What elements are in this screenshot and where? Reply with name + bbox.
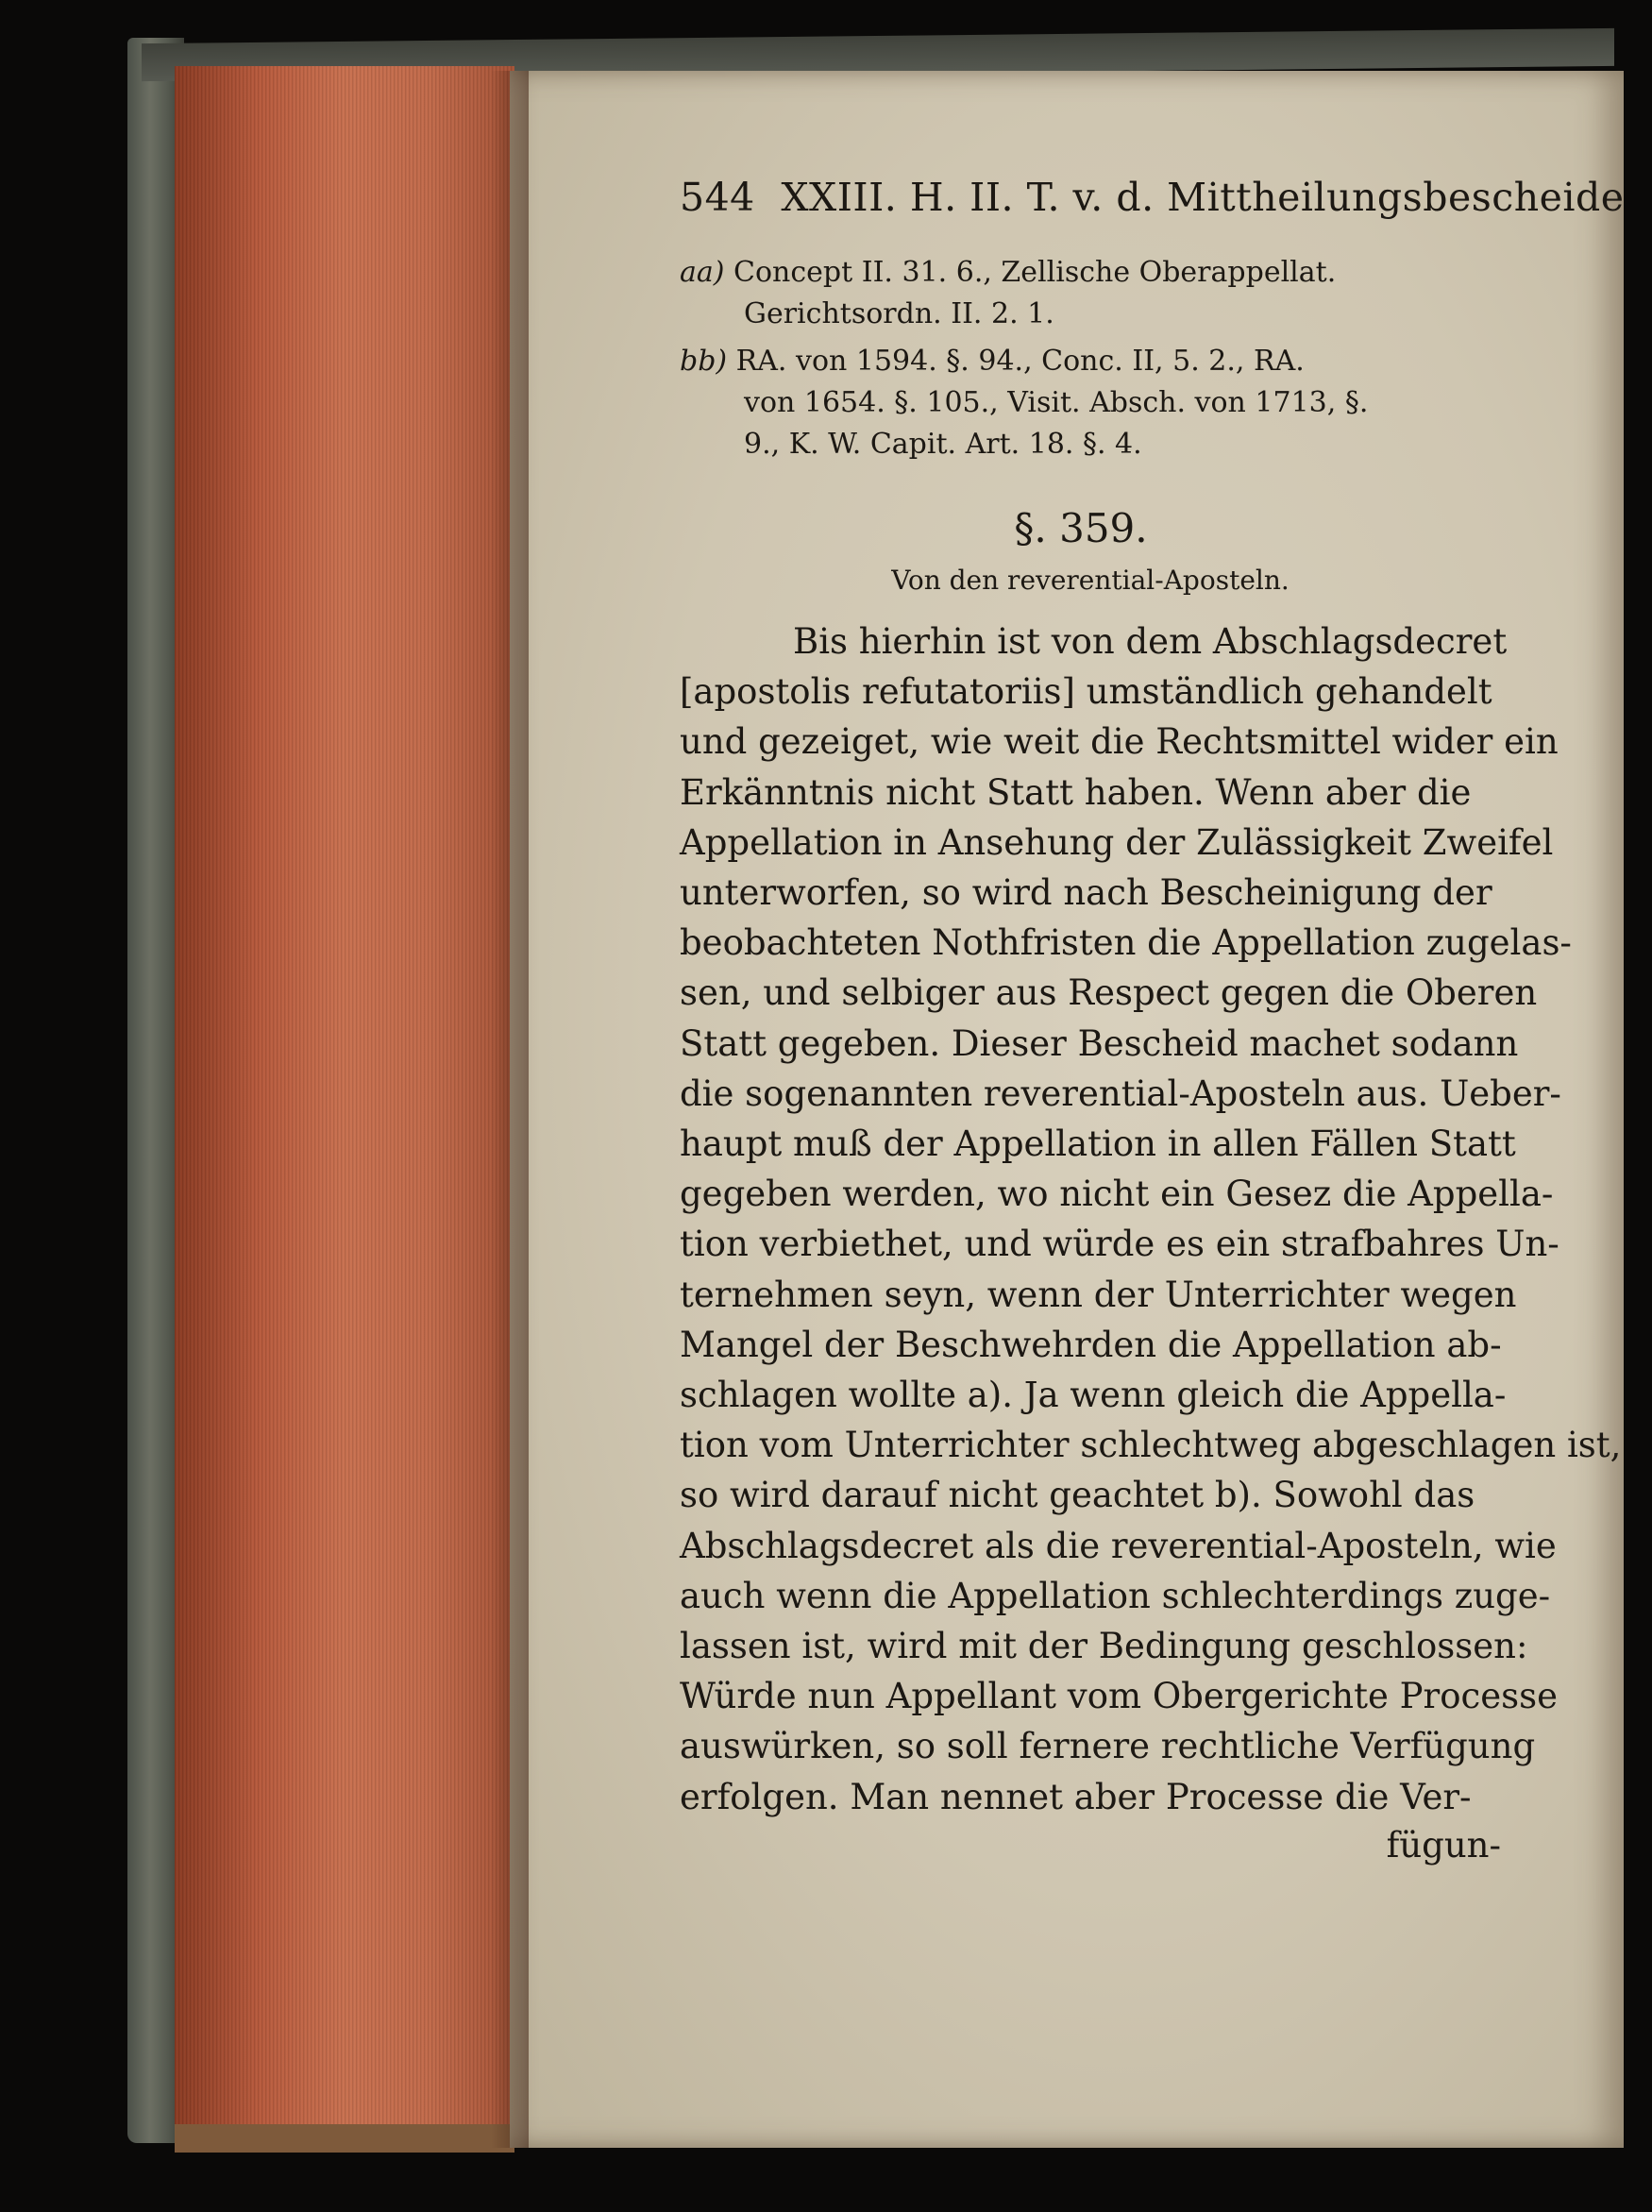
body-line: tion verbiethet, und würde es ein strafbahres Un- (680, 1224, 1559, 1265)
body-line: beobachteten Nothfristen die Appellation zugelas- (680, 922, 1572, 964)
body-line: Mangel der Beschwehrden die Appellation ab- (680, 1324, 1502, 1365)
body-line: erfolgen. Man nennet aber Processe die Ver- (680, 1776, 1472, 1817)
footnote-line: Concept II. 31. 6., Zellische Oberappellat. (733, 256, 1337, 289)
page-text-block (680, 175, 1625, 1869)
body-line: [apostolis refutatoriis] umständlich gehandelt (680, 671, 1492, 713)
body-line: tion vom Unterrichter schlechtweg abgeschlagen ist, (680, 1425, 1622, 1466)
body-line: Würde nun Appellant vom Obergerichte Processe (680, 1676, 1558, 1717)
page-fore-edge (175, 66, 514, 2153)
body-line: Erkänntnis nicht Statt haben. Wenn aber die (680, 771, 1472, 813)
body-line: schlagen wollte a). Ja wenn gleich die Appella- (680, 1375, 1507, 1416)
page-number: 544 (680, 175, 755, 220)
footnote-line: RA. von 1594. §. 94., Conc. II, 5. 2., RA. (735, 345, 1305, 378)
body-line: ternehmen seyn, wenn der Unterrichter wegen (680, 1274, 1517, 1315)
body-line: Bis hierhin ist von dem Abschlagsdecret (793, 621, 1508, 662)
body-line: auswürken, so soll fernere rechtliche Verfügung (680, 1726, 1536, 1767)
body-line: haupt muß der Appellation in allen Fällen Statt (680, 1123, 1516, 1165)
body-line: unterworfen, so wird nach Bescheinigung der (680, 872, 1492, 914)
body-line: sen, und selbiger aus Respect gegen die Oberen (680, 972, 1538, 1014)
body-line: Abschlagsdecret als die reverential-Aposteln, wie (680, 1525, 1557, 1566)
footnote-line: 9., K. W. Capit. Art. 18. §. 4. (744, 428, 1142, 461)
body-line: Appellation in Ansehung der Zulässigkeit Zweifel (680, 821, 1554, 863)
footnote-line: Gerichtsordn. II. 2. 1. (744, 297, 1054, 330)
catchword: fügun- (1386, 1824, 1501, 1866)
body-line: und gezeiget, wie weit die Rechtsmittel wider ein (680, 721, 1559, 763)
footnote-label: aa) (680, 256, 725, 289)
section-title: Von den reverential-Aposteln. (891, 565, 1290, 596)
body-line: lassen ist, wird mit der Bedingung geschlossen: (680, 1626, 1528, 1667)
running-head: XXIII. H. II. T. v. d. Mittheilungsbescheide (781, 175, 1625, 220)
body-line: die sogenannten reverential-Aposteln aus. Ueber- (680, 1072, 1561, 1114)
body-line: auch wenn die Appellation schlechterdings zuge- (680, 1575, 1551, 1616)
body-line: gegeben werden, wo nicht ein Gesez die Appella- (680, 1174, 1554, 1215)
footnote-line: von 1654. §. 105., Visit. Absch. von 1713, §. (744, 386, 1369, 419)
footnote-label: bb) (680, 345, 728, 378)
section-number: §. 359. (1014, 505, 1148, 551)
footnote-aa (680, 252, 1539, 335)
body-line: Statt gegeben. Dieser Bescheid machet sodann (680, 1022, 1519, 1064)
gutter-shadow (491, 71, 529, 2148)
body-paragraph (680, 616, 1622, 1822)
running-header (680, 175, 1625, 220)
footnote-bb (680, 341, 1539, 465)
body-line: so wird darauf nicht geachtet b). Sowohl das (680, 1475, 1475, 1516)
